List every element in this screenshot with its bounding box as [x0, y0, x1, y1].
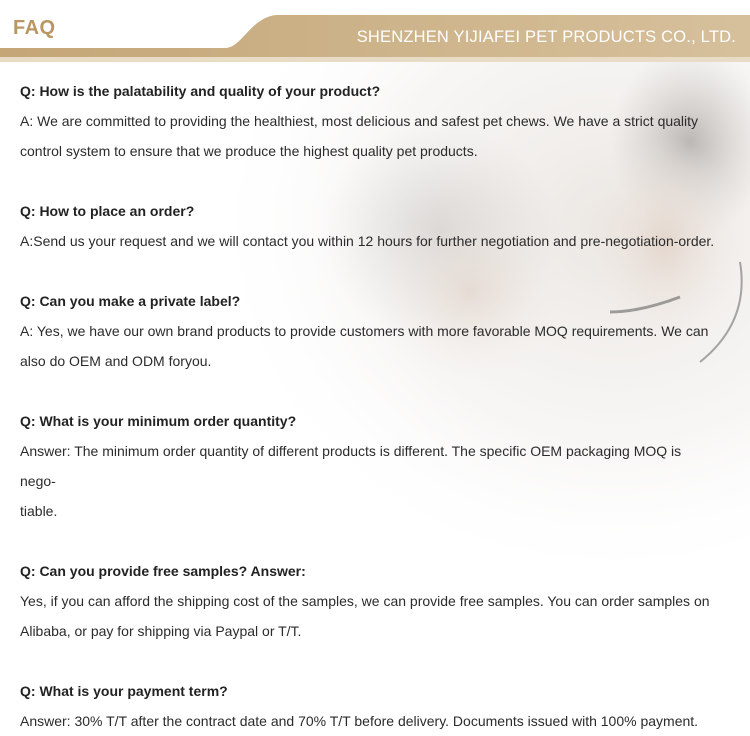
- question: Q: Can you provide free samples? Answer:: [20, 563, 306, 579]
- answer-line: Answer: 30% T/T after the contract date and 70% T/T before delivery. Documents issued with 100% payment.: [20, 713, 699, 729]
- faq-list: [20, 76, 720, 736]
- answer-line: Alibaba, or pay for shipping via Paypal or T/T.: [20, 623, 302, 639]
- faq-item: [20, 196, 720, 286]
- faq-heading: FAQ: [13, 17, 56, 39]
- header-banner: [0, 0, 750, 62]
- faq-item: [20, 556, 720, 676]
- answer-line: A:Send us your request and we will contact you within 12 hours for further negotiation and pre-negotiation-order.: [20, 233, 715, 249]
- faq-item: [20, 406, 720, 556]
- question: Q: How to place an order?: [20, 203, 195, 219]
- question: Q: How is the palatability and quality of your product?: [20, 83, 381, 99]
- question: Q: Can you make a private label?: [20, 293, 241, 309]
- answer-line: control system to ensure that we produce the highest quality pet products.: [20, 143, 478, 159]
- answer-line: also do OEM and ODM foryou.: [20, 353, 212, 369]
- faq-item: [20, 286, 720, 406]
- answer-line: A: Yes, we have our own brand products to provide customers with more favorable MOQ requirements. We can: [20, 323, 709, 339]
- question: Q: What is your payment term?: [20, 683, 228, 699]
- answer-line: Answer: The minimum order quantity of different products is different. The specific OEM packaging MOQ is nego-: [20, 443, 682, 489]
- question: Q: What is your minimum order quantity?: [20, 413, 297, 429]
- answer-line: Yes, if you can afford the shipping cost of the samples, we can provide free samples. You can order samples on: [20, 593, 710, 609]
- answer-line: tiable.: [20, 503, 58, 519]
- company-name: SHENZHEN YIJIAFEI PET PRODUCTS CO., LTD.: [356, 28, 736, 46]
- answer-line: A: We are committed to providing the healthiest, most delicious and safest pet chews. We have a strict quality: [20, 113, 699, 129]
- faq-item: [20, 676, 720, 736]
- faq-item: [20, 76, 720, 196]
